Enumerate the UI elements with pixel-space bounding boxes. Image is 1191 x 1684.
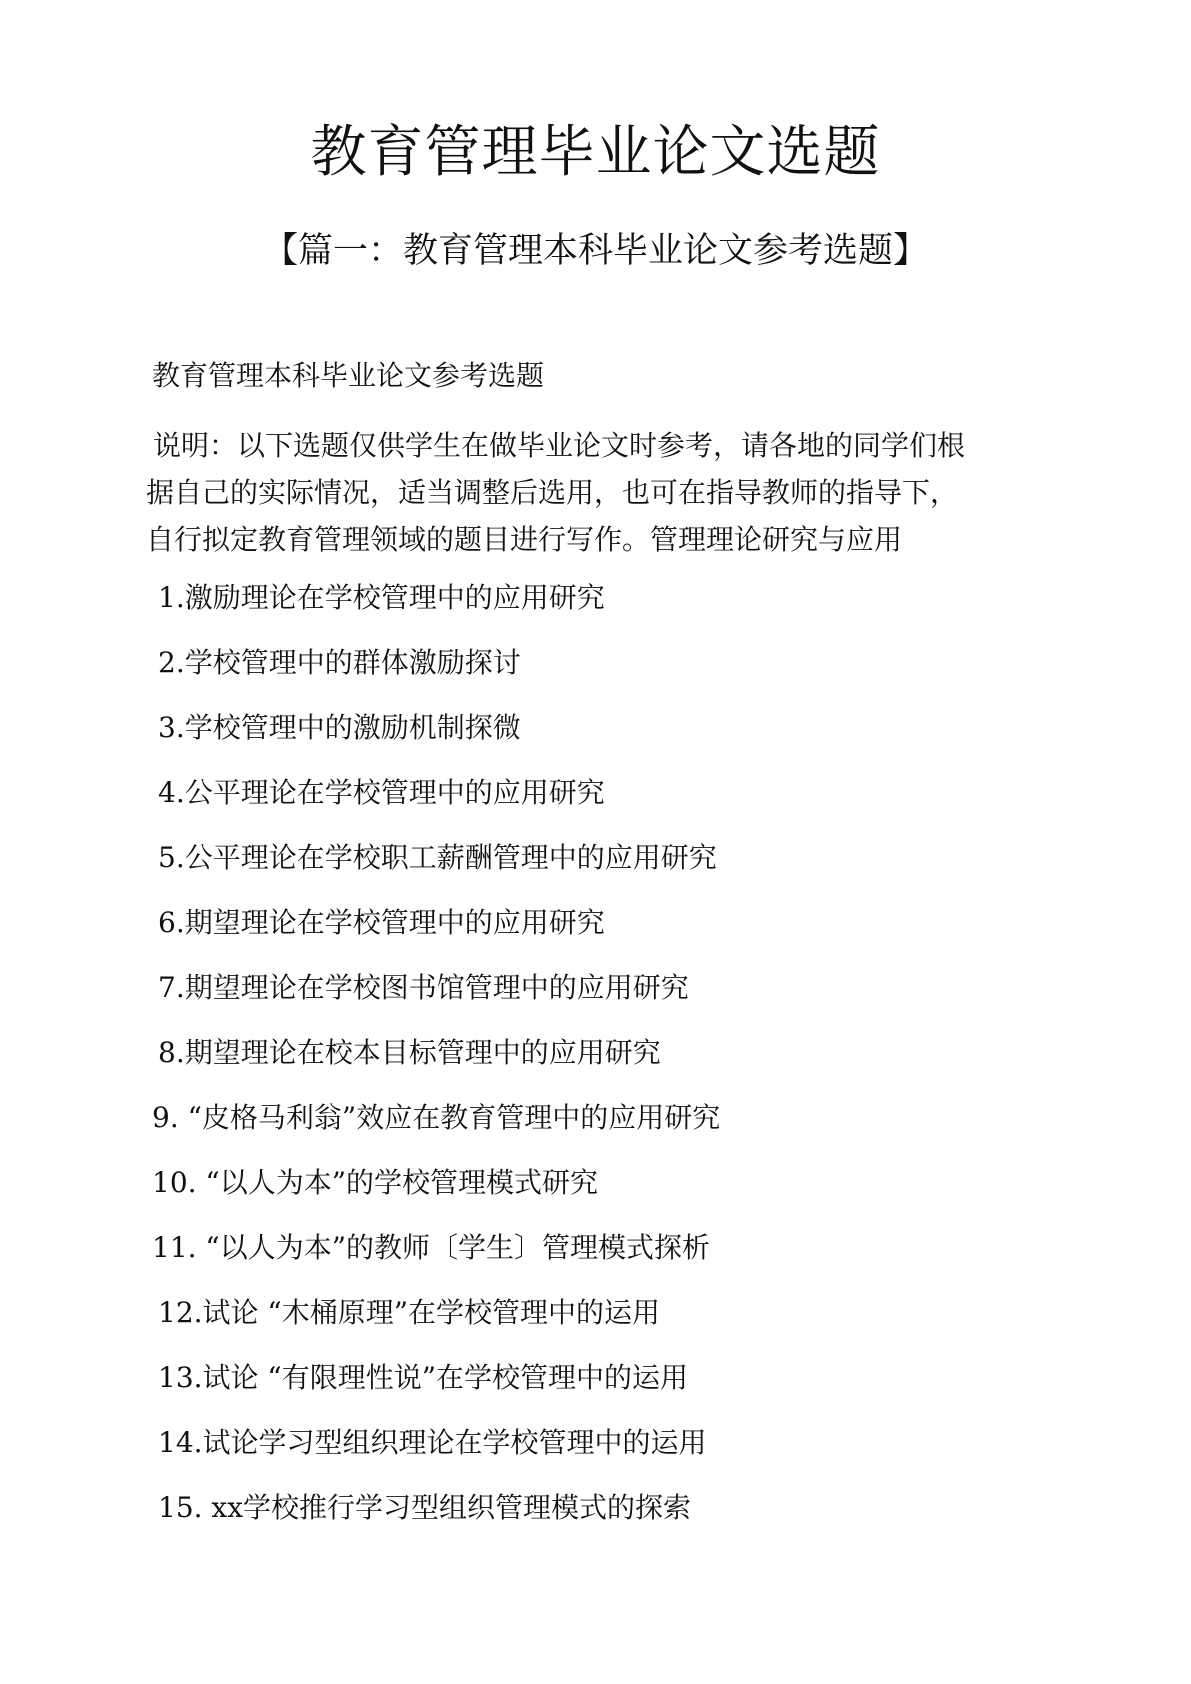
topic-item: 2.学校管理中的群体激励探讨 xyxy=(158,646,521,679)
topic-item: 4.公平理论在学校管理中的应用研究 xyxy=(158,776,605,809)
topic-item: 9. “皮格马利翁”效应在教育管理中的应用研究 xyxy=(152,1101,721,1134)
note-paragraph xyxy=(146,422,1046,563)
topic-item: 8.期望理论在校本目标管理中的应用研究 xyxy=(158,1036,661,1069)
topic-item: 1.激励理论在学校管理中的应用研究 xyxy=(158,581,605,614)
topic-item: 14.试论学习型组织理论在学校管理中的运用 xyxy=(158,1426,707,1459)
intro-heading: 教育管理本科毕业论文参考选题 xyxy=(152,359,545,392)
note-line: 说明：以下选题仅供学生在做毕业论文时参考，请各地的同学们根 xyxy=(153,429,966,462)
topic-item: 13.试论 “有限理性说”在学校管理中的运用 xyxy=(158,1361,689,1394)
topic-item: 10. “以人为本”的学校管理模式研究 xyxy=(152,1166,599,1199)
topic-item: 11. “以人为本”的教师〔学生〕管理模式探析 xyxy=(152,1231,711,1264)
note-line: 据自己的实际情况，适当调整后选用，也可在指导教师的指导下， xyxy=(146,476,959,509)
note-line: 自行拟定教育管理领域的题目进行写作。管理理论研究与应用 xyxy=(146,523,903,556)
topic-item: 12.试论 “木桶原理”在学校管理中的运用 xyxy=(158,1296,661,1329)
topic-item: 6.期望理论在学校管理中的应用研究 xyxy=(158,906,605,939)
document-title: 教育管理毕业论文选题 xyxy=(310,120,881,185)
document-subtitle: 【篇一：教育管理本科毕业论文参考选题】 xyxy=(262,231,928,271)
topic-item: 15. xx学校推行学习型组织管理模式的探索 xyxy=(158,1491,692,1524)
topic-item: 5.公平理论在学校职工薪酬管理中的应用研究 xyxy=(158,841,717,874)
topic-item: 7.期望理论在学校图书馆管理中的应用研究 xyxy=(158,971,689,1004)
topic-item: 3.学校管理中的激励机制探微 xyxy=(158,711,521,744)
